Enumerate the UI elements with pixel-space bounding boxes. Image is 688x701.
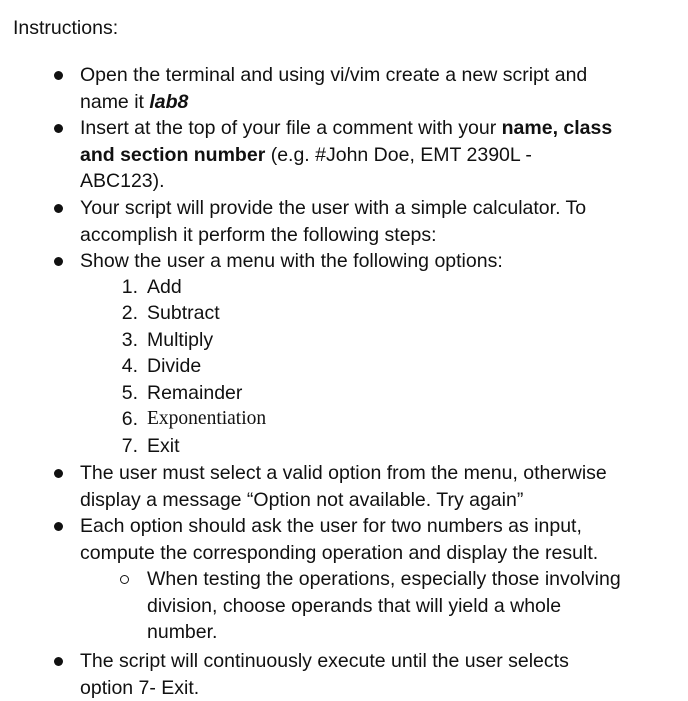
sub-bullet-text: division, choose operands that will yield a whole	[147, 593, 621, 620]
bullet-create-script	[80, 62, 587, 115]
menu-option-subtract: Subtract	[147, 300, 220, 327]
bullet-dot	[54, 657, 63, 666]
bullet-text: The script will continuously execute until the user selects	[80, 648, 569, 675]
bullet-show-menu	[80, 248, 503, 275]
bold-text: and section number	[80, 144, 265, 166]
bullet-text: accomplish it perform the following steps:	[80, 222, 586, 249]
bullet-text: ABC123).	[80, 170, 165, 192]
bullet-calculator	[80, 195, 586, 248]
bullet-text: Your script will provide the user with a simple calculator. To	[80, 195, 586, 222]
bullet-text: compute the corresponding operation and display the result.	[80, 540, 598, 567]
bullet-text: Open the terminal and using vi/vim create a new script and	[80, 64, 587, 86]
bullet-dot	[54, 124, 63, 133]
menu-number: 5.	[112, 380, 138, 407]
bullet-text: name it	[80, 91, 149, 113]
script-name: lab8	[149, 91, 188, 113]
bullet-dot	[54, 71, 63, 80]
menu-number: 1.	[112, 274, 138, 301]
menu-number: 7.	[112, 433, 138, 460]
menu-number: 2.	[112, 300, 138, 327]
bullet-text: Insert at the top of your file a comment with your	[80, 117, 502, 139]
bullet-text: Show the user a menu with the following options:	[80, 248, 503, 275]
bold-text: name, class	[502, 117, 613, 139]
bullet-dot	[54, 204, 63, 213]
bullet-valid-option	[80, 460, 607, 513]
sub-bullet-text: number.	[147, 619, 621, 646]
bullet-text: Each option should ask the user for two numbers as input,	[80, 513, 598, 540]
bullet-dot	[54, 257, 63, 266]
menu-option-divide: Divide	[147, 353, 201, 380]
bullet-dot	[54, 469, 63, 478]
bullet-text: option 7- Exit.	[80, 675, 569, 701]
sub-bullet-text: When testing the operations, especially those involving	[147, 566, 621, 593]
bullet-text: The user must select a valid option from the menu, otherwise	[80, 460, 607, 487]
bullet-text: (e.g. #John Doe, EMT 2390L -	[265, 144, 532, 166]
bullet-insert-comment	[80, 115, 612, 195]
menu-number: 3.	[112, 327, 138, 354]
sub-bullet-testing	[147, 566, 621, 646]
menu-option-exit: Exit	[147, 433, 180, 460]
bullet-text: display a message “Option not available. Try again”	[80, 487, 607, 514]
menu-number: 4.	[112, 353, 138, 380]
sub-bullet-circle	[120, 575, 129, 584]
menu-number: 6.	[112, 406, 138, 433]
menu-option-multiply: Multiply	[147, 327, 213, 354]
menu-option-remainder: Remainder	[147, 380, 242, 407]
bullet-each-option	[80, 513, 598, 566]
menu-option-exponentiation: Exponentiation	[147, 406, 266, 433]
menu-option-add: Add	[147, 274, 182, 301]
instructions-heading: Instructions:	[13, 16, 118, 40]
bullet-dot	[54, 522, 63, 531]
bullet-continuous	[80, 648, 569, 701]
